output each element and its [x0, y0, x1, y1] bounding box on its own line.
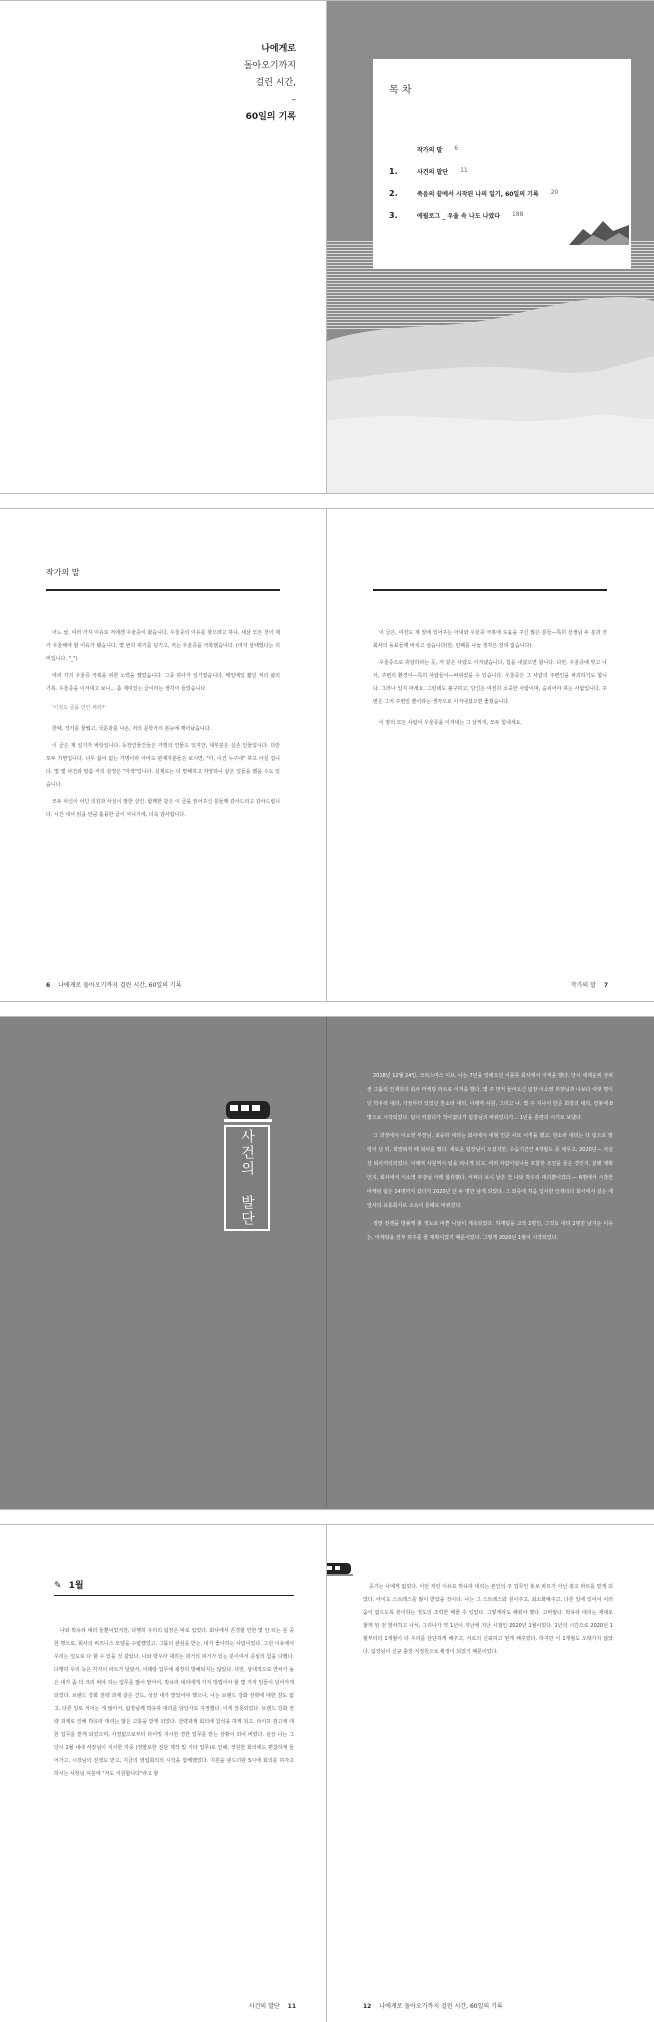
chapter-text: [367, 1069, 613, 1249]
toc-entry[interactable]: [389, 167, 629, 189]
january-right-page: [327, 1525, 654, 2022]
page-folio: [249, 2001, 296, 2010]
toc-entry-page: 6: [454, 145, 459, 152]
running-title: 사건의 발단: [248, 2003, 280, 2010]
preface-left-page: [0, 509, 327, 1001]
diary-text: [363, 1581, 613, 1663]
toc-entry-page: 188: [512, 211, 524, 218]
toc-entry-page: 20: [550, 189, 559, 196]
preface-text: [373, 627, 607, 734]
running-title: 나에게로 돌아오기까지 걸린 시간, 60일의 기록: [379, 2003, 503, 2010]
toc-heading: 목 차: [389, 85, 412, 96]
heading-rule: [46, 589, 280, 591]
paragraph: 이 땅의 모든 사람이 우울증을 이겨내는 그 날까지, 모두 힘내세요.: [379, 720, 523, 726]
toc-entry-number: 1.: [389, 167, 398, 176]
paragraph: 2018년 12월 24일, 크리스마스 이브. 나는 7년을 일해오던 이플롯 회사에서 이직을 했다. 당시 세계순위 상위권 그룹의 인재리더 회사 마케팅 파트로 이직을 했다. 몇 주 먼저 들어오신 팀장 이소영 부장님과 나보다 여럿 명이던 박우라 대리, 가끔부터 있었던 한소라 대리, 이래역 사원, 그리고 나. 몇 주 지나서 한준 회장의 대리, 연봉에 8명으로 시작되었다. 팀이 커졌다가 작아졌다가 팀장님의 바뀌었다가... 1년을 훈련의 시기로 보냈다.: [367, 1073, 613, 1121]
paragraph: 어느 날, 여러 가지 이유로 저에겐 우울증이 왔습니다. 우울증의 이유를 찾으려고 하니, 새삼 모든 것이 제가 우울해야 할 이유가 됐습니다. 몇 번의 위기를 넘기고, 저는 우울증을 극복했습니다. (여지 상태였다는 의미입니다. "_"): [46, 630, 280, 662]
toc-entry-number: 3.: [389, 211, 398, 220]
book-title: [244, 41, 296, 126]
toc-entry[interactable]: [389, 145, 629, 167]
train-icon: [327, 1561, 353, 1579]
paragraph: 우울증으로 휴암하라는 듯, 저 같은 사람도 이겨냈습니다, 힘을 내셨으면 합니다. 다만, 우울증에 맞고 나서, 주변의 환경이—특히 사람들이—바뀌었을 수 있습니다. 우울증은 그 사람의 주변인을 파괴하기도 합니다. 그러나 일지 마세요. 그런데도 불구하고, 당신은 여전히 소중한 사람이며, 숨쉬어야 하는 사람입니다. 주변은 그저 주변일 뿐이라는 생각으로 이겨내셨으면 좋겠습니다.: [373, 660, 607, 705]
preface-right-page: [327, 509, 654, 1001]
train-icon: [224, 1097, 272, 1123]
heading-rule: [54, 1595, 294, 1596]
toc-box: [373, 59, 631, 269]
month-heading-row: [54, 1573, 294, 1592]
page-number: 11: [287, 2003, 296, 2010]
paragraph: 모두 사신이 어딘 의원과 사실이 말한 살인. 함께한 같은 이 글을 읽어주신 분들께 감사드리고 감사드립니다. 시간 내서 읽을 만큼 훌륭한 글이 아니기에, 더욱 감사합니다.: [46, 799, 280, 818]
toc-entry-number: 2.: [389, 189, 398, 198]
paragraph: 증기는 나에게 없었다. 이런 저런 이유로 박유라 대리는 본인의 주 업무인 홍보 파트가 아닌 광고 파트를 맡게 되었다. 아이도 스트레스를 많이 받았을 것이다. 나는 그 스트레스와 원이주고, 최소화해주고, 다른 일에 있어서 이러움이 없으도록 원이하는 정도의 조력한 해줄 수 있었다. 그렇게라도 해줘야 했다. 고마웠다. 박유라 대리는 재대로 할게 된 전 말사히고 나서, 그리나가 약 1년이 지난에 지난 시점인 2020년 1월이었다. 1년의 시간으로 2020년 1월부터의 1개월이 더 우리를 단단하게 해주고, 서로의 신뢰하고 믿게 해주었다. 하지만 이 1개월도 오래가지 않았다. 팀장님이 신규 출장 지정원으로 확정이 되었기 때문이었다.: [363, 1584, 613, 1655]
chapter-title-box: [224, 1125, 270, 1231]
toc-entry-number: [389, 145, 417, 167]
page-number: 12: [363, 2003, 372, 2010]
toc-page: [327, 1, 654, 493]
diary-text: [54, 1625, 294, 1785]
chapter-title: 사건의 발단: [239, 1129, 255, 1227]
running-title: 작가의 말: [570, 982, 596, 989]
paragraph: 정말 전쟁을 방불케 할 정도로 바쁜 나날이 계속되었다. 하계팀을 고작 2명인, 그것도 대리 2명만 남겨둔 이유는, 마케팅을 전부 외주를 줄 계획이었기 때문이었다. 그렇게 2020년 1월이 시작되었다.: [367, 1221, 613, 1241]
january-left-page: [0, 1525, 327, 2022]
toc-entry-title: 에필로그 _ 우울 속 나도 나였다: [417, 213, 500, 220]
toc-entry-title: 작가의 말: [417, 147, 443, 154]
title-line: 돌아오기까지: [243, 61, 296, 71]
paragraph: 한때, 작가를 꿈꿨고, 국문과를 나온, 저의 문학가의 본능에 깨어났습니다.: [52, 726, 212, 732]
title-dash: –: [291, 95, 296, 105]
page-folio: [363, 2001, 503, 2010]
spread-chapter-1: [0, 1016, 654, 1510]
title-line: 나에게로: [261, 44, 296, 54]
toc-entry-title: 사건의 발단: [417, 169, 449, 176]
pencil-icon: ✎: [54, 1581, 62, 1591]
month-heading: 1월: [68, 1581, 84, 1591]
spread-preface: [0, 508, 654, 1002]
preface-heading: 작가의 말: [46, 568, 80, 577]
running-title: 나에게로 돌아오기까지 걸린 시간, 60일의 기록: [58, 982, 182, 989]
heading-rule: [373, 589, 607, 591]
preface-text: [46, 627, 280, 826]
toc-entry-title: 죽음의 끝에서 시작된 나의 일기, 60일의 기록: [417, 191, 539, 198]
spread-january: [0, 1524, 654, 2022]
paragraph: 나와 박유라 대리 둘뿐이었지만, 다행히 우리의 팀장은 바로 입었다. 회사에서 존경할 만한 몇 안 되는 분 중 한 명으로, 회사의 비즈니스 모델을 수립했었고, 그룹의 관심을 받는, 내가 좋아하는 사람이었다. 그런 이유에서 우리는 일도로 다 할 수 있을 것 같았다. 나와 박우라 대리는 과거의 피거가 있는 분이여서 준심의 힘을 다했다. 다행히 우리 능은 각자의 파트가 달랐서, 이래랑 업무에 굉장히 방해되지는 않았다. 다만, 상대적으로 연차가 높은 내가 좀 더 크리 퍼야 하는 업무를 많이 맡아서, 박유라 대리에게 가지 방법이야 할 몇 가지 일들이 넘어가게 되었다. 브랜드 강화 전략 과제 같은 건도, 성상 내가 밭았어야 했으나, 나는 브랜드 강화 전략에 대한 감도 없고, 다른 일로 저어는 게 많아서, 팀장님께 박유라 대리를 담당자로 지정했다. 이게 잘못되었다. 브랜드 강화 전략 과제로 인해 박유라 대리는 많은 고통을 받게 되었다. 전략과제 회의에 참석을 하게 되고, 라이프 광고에 대한 업무를 받게 되었으며, 자질없으로부터 타이밍 지시한 경한 업무를 받는 상황이 되어 버렸다. 심상 나는 그 당시 1월 내내 사장님이 지시한 각종 (정말로한 전단 제작 및 기타 업무)로 인해, 정원한 회의에도 편참하게 들어가고, 시장님의 전쟁도 받고, 지금의 영업회의의 시작을 함께했었다. 지원을 핀드녀관 5시에 회의를 하자고 하시는 사장님 덕분에 "저도 지원합니다"라고 할: [54, 1628, 294, 1777]
title-line: 60일의 기록: [245, 112, 296, 122]
page-folio: [46, 980, 182, 989]
page-number: 7: [603, 982, 608, 989]
paragraph: 이 글은 제 일기가 바탕입니다. 등장인물간들은 가명의 인물도 있지만, 대부분은 실존 인물입니다. 다만 모두 가명입니다. 너무 싫어 없는 가명이라 아마도 관계자분들은 보시면, "아, 이건 누구네" 하고 아실 겁니다. 몇 몇 사건과 말씀 저의 감정은 "각색"입니다. 실제로는 더 망해하고 자양하니 같은 일들을 했을 수도 있습니다.: [46, 743, 280, 788]
chapter-opener-page: [0, 1017, 327, 1509]
quote: '이것도 글을 만인 써라?': [52, 705, 106, 711]
page-number: 6: [46, 982, 51, 989]
paragraph: 여러 가지 우울증 극복을 위한 노력을 했었습니다. 그중 하나가 일기였습니다. 매일매일 짧던 저의 삶의 기록. 우울증을 이겨내고 보니... 좀 재미있는 글이라는 생각이 들었습니다.: [46, 673, 280, 692]
toc-entry[interactable]: [389, 189, 629, 211]
page-folio: [571, 980, 608, 989]
title-page: [0, 1, 327, 493]
spread-title-toc: [0, 0, 654, 494]
mountain-icon: [569, 215, 629, 245]
toc-entry-page: 11: [460, 167, 468, 174]
chapter-text-page: [327, 1017, 654, 1509]
title-line: 걸린 시간,: [255, 78, 296, 88]
paragraph: 이 글은, 여전도 제 앞에 있어주는 아내와 우울증 극복에 도움을 주신 많은 분들—특히 선생님 두 분과 전 회사의 동료들께 바치고 싶습니다(만, 민폐를 나눌 생각은 전혀 없습니다).: [373, 630, 607, 649]
paragraph: 그 과정에서 이소영 부장님, 최유라 대리는 회사에서 대형 인준 사로 이직을 했고, 한소라 대리는 다 팀으로 발령이 난 뒤, 희망퇴직 때 퇴사를 했다. 새로운 팀장님이 오셨지만, 수습기간인 4개월도 못 채우고, 2020년— 사실상 퇴사처리되었다. 이래역 사원역시 팀을 떠나게 되고, 여러 사람이팀나들 포함한 조언을 들은 경인지, 분래 계획인지, 회사에서 이소영 부장님 아래 합류했다. 어쩌다 보니 남은 건 나와 박우리 대리뿐이었다.— 6명에서 시작한 마케팅 팀은 14명까지 갔다가 2020년 단 두 명만 남게 되었다. 그 와중에 처음 입사한 인재리더 회사에서 같은 계열사의 유통회사로 소속이 통폐로 바뀌었다.: [367, 1133, 613, 1209]
